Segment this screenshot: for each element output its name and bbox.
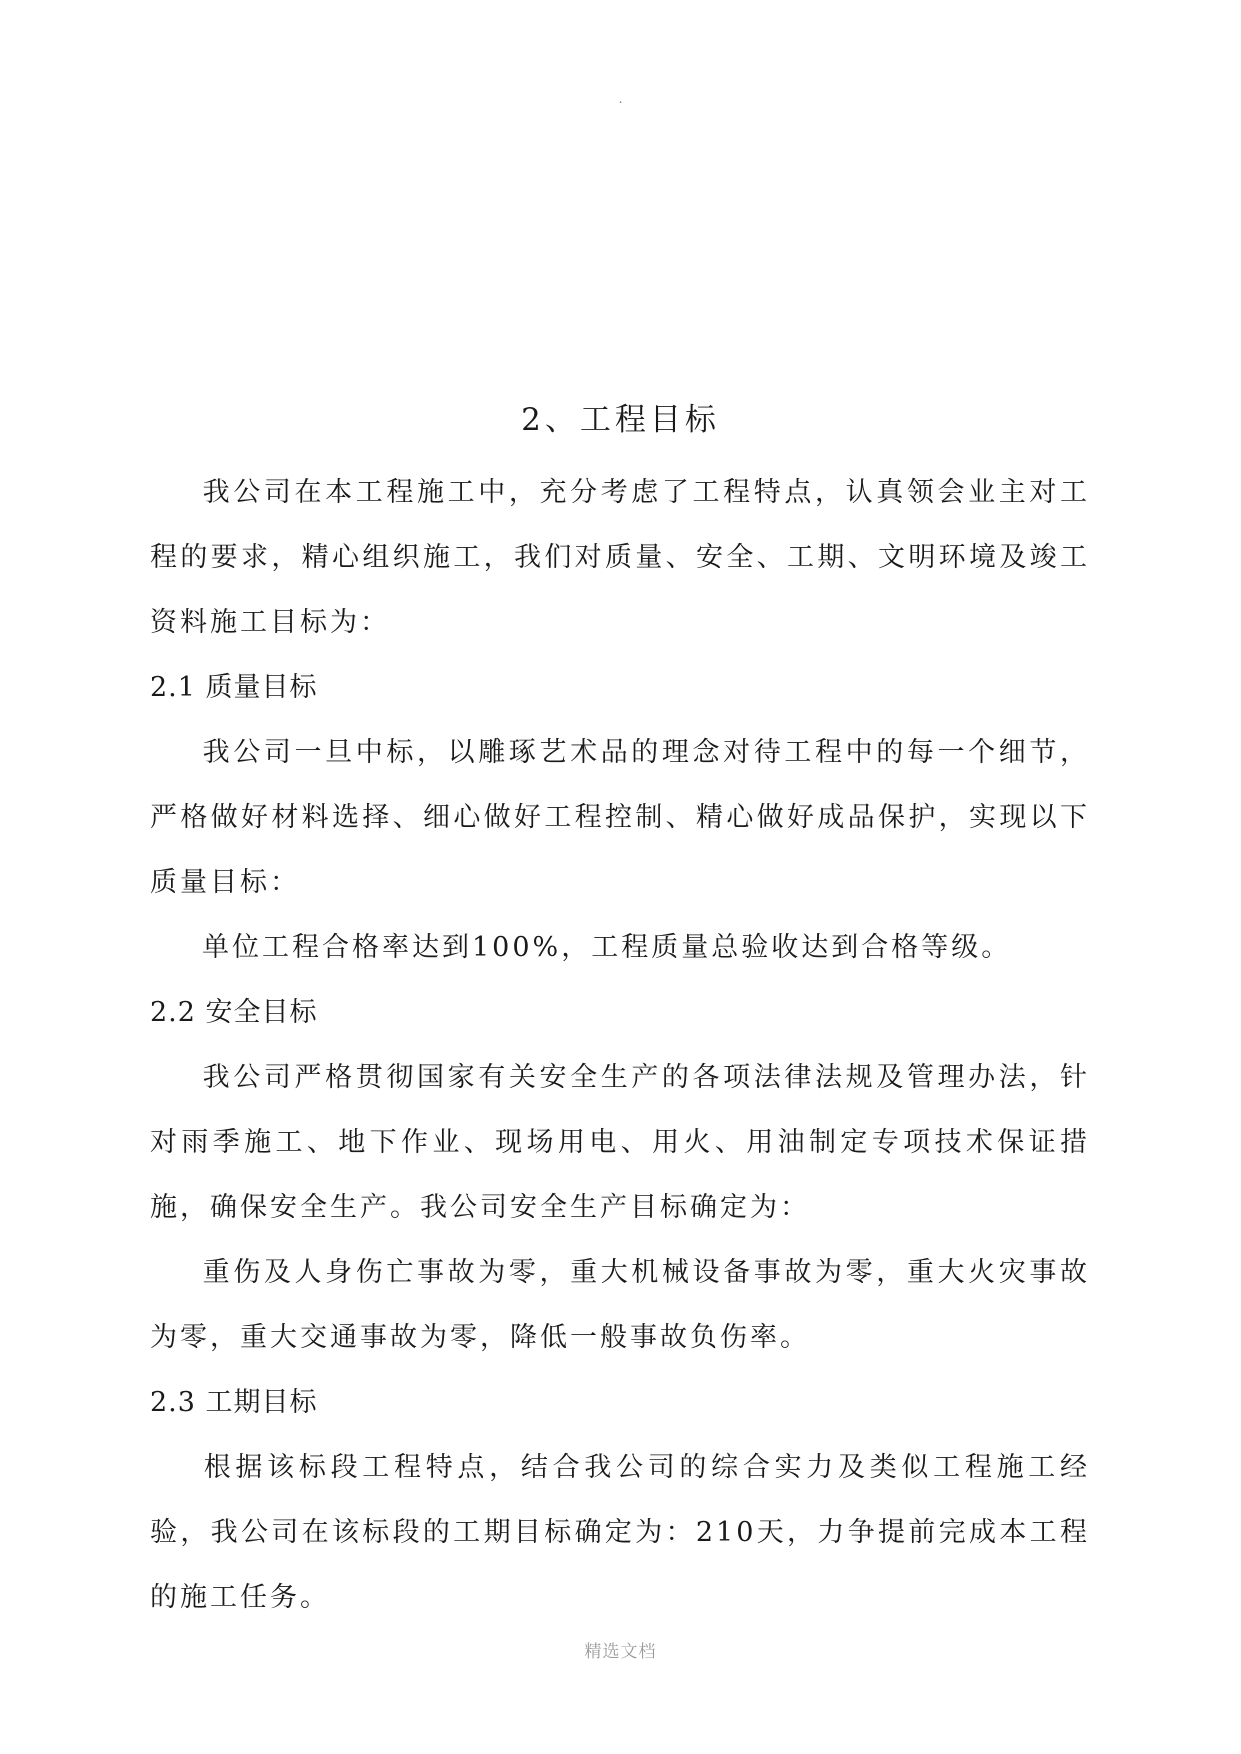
paragraph: 单位工程合格率达到100%，工程质量总验收达到合格等级。 — [202, 932, 1012, 963]
paragraph: 重伤及人身伤亡事故为零，重大机械设备事故为零，重大火灾事故为零，重大交通事故为零，降低一般事故负伤率。 — [150, 1257, 1090, 1353]
section-schedule — [150, 1370, 1090, 1435]
section-heading: 2.1 质量目标 — [150, 672, 318, 703]
section-safety — [150, 980, 1090, 1045]
section-heading: 2.2 安全目标 — [150, 997, 318, 1028]
footer-watermark: 精选文档 — [584, 1642, 657, 1662]
section-heading: 2.3 工期目标 — [150, 1387, 318, 1418]
paragraph: 根据该标段工程特点，结合我公司的综合实力及类似工程施工经验，我公司在该标段的工期目标确定为：210天，力争提前完成本工程的施工任务。 — [150, 1452, 1090, 1613]
section-quality-body — [150, 720, 1090, 915]
intro-paragraph — [150, 460, 1090, 655]
section-quality — [150, 655, 1090, 720]
page-title: 2、工程目标 — [521, 402, 720, 438]
header-mark: . — [618, 92, 623, 106]
section-safety-body — [150, 1045, 1090, 1240]
intro-text: 我公司在本工程施工中，充分考虑了工程特点，认真领会业主对工程的要求，精心组织施工，我们对质量、安全、工期、文明环境及竣工资料施工目标为： — [150, 477, 1090, 638]
section-schedule-body — [150, 1435, 1090, 1630]
paragraph: 我公司一旦中标，以雕琢艺术品的理念对待工程中的每一个细节，严格做好材料选择、细心做好工程控制、精心做好成品保护，实现以下质量目标： — [150, 737, 1090, 898]
paragraph: 我公司严格贯彻国家有关安全生产的各项法律法规及管理办法，针对雨季施工、地下作业、现场用电、用火、用油制定专项技术保证措施，确保安全生产。我公司安全生产目标确定为： — [150, 1062, 1090, 1223]
